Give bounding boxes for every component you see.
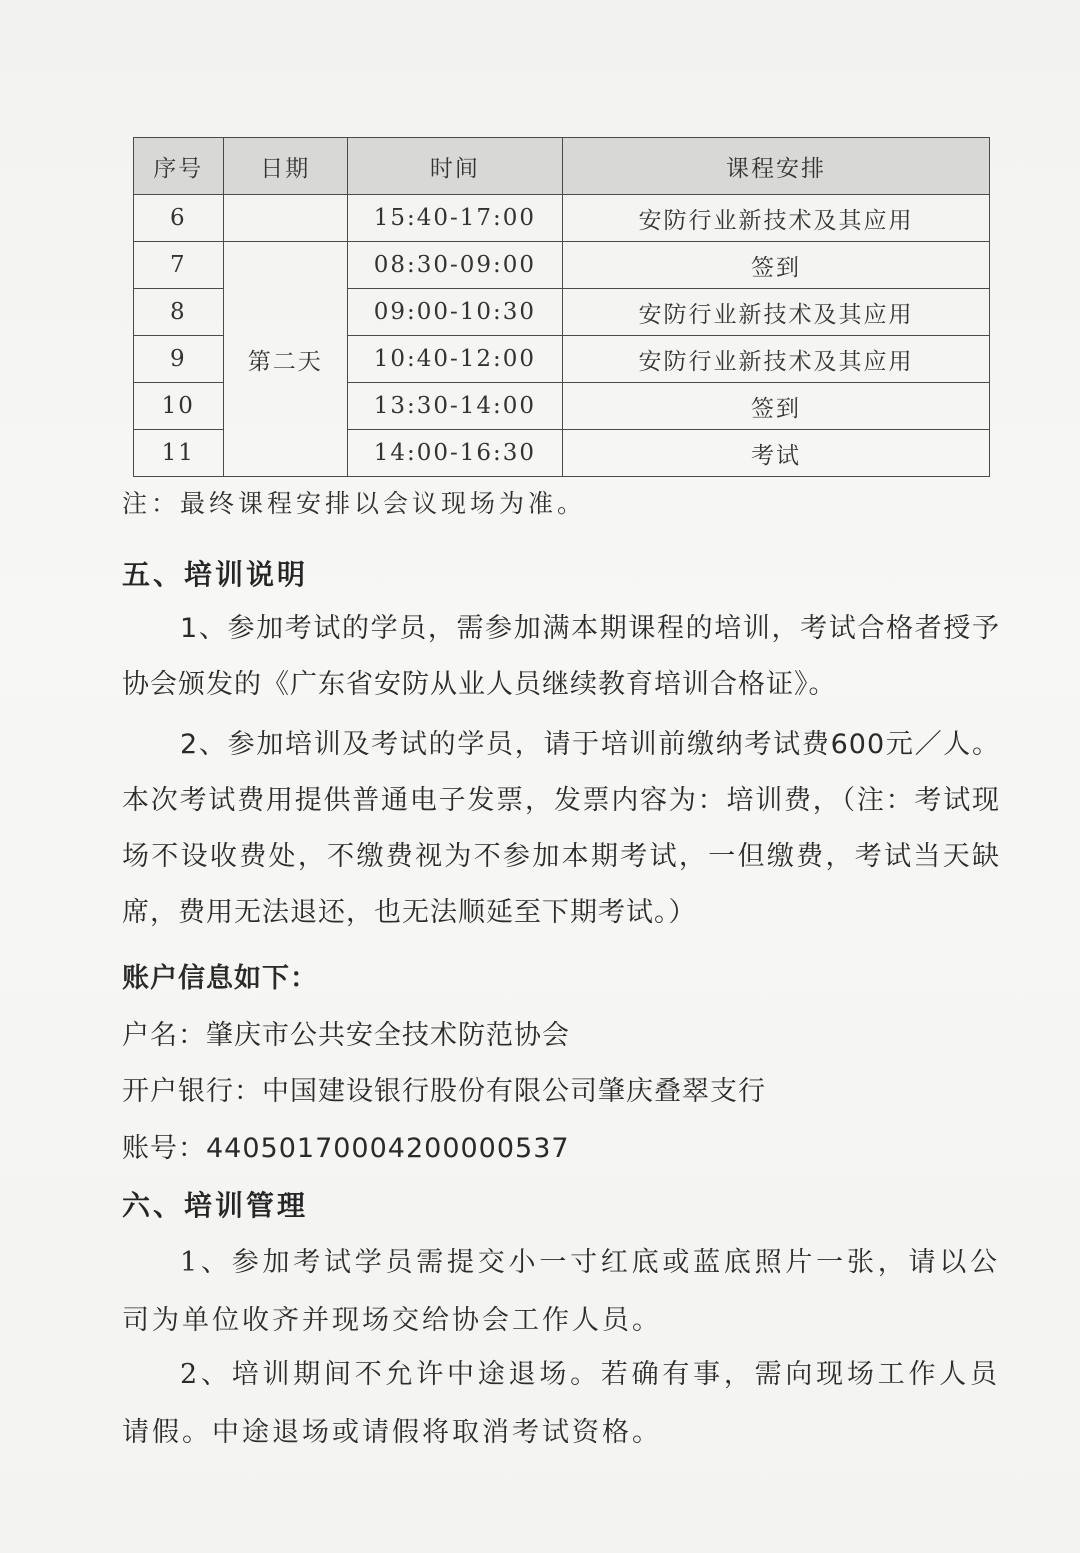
cell-time: 08:30-09:00 [347, 242, 562, 289]
account-number: 账号：44050170004200000537 [122, 1133, 570, 1164]
account-bank: 开户银行：中国建设银行股份有限公司肇庆叠翠支行 [122, 1076, 766, 1107]
cell-time: 09:00-10:30 [347, 289, 562, 336]
cell-time: 14:00-16:30 [347, 430, 562, 477]
cell-time: 10:40-12:00 [347, 336, 562, 383]
cell-no: 6 [134, 195, 224, 242]
account-name: 户名：肇庆市公共安全技术防范协会 [122, 1020, 570, 1051]
cell-time: 13:30-14:00 [347, 383, 562, 430]
section-5-paragraph-1: 1、参加考试的学员，需参加满本期课程的培训，考试合格者授予协会颁发的《广东省安防从业人员继续教育培训合格证》。 [122, 613, 1000, 700]
table-row [134, 242, 990, 289]
header-no: 序号 [134, 138, 224, 195]
cell-no: 9 [134, 336, 224, 383]
section-5-title: 五、培训说明 [122, 558, 309, 591]
section-6-paragraph-2: 2、培训期间不允许中途退场。若确有事，需向现场工作人员请假。中途退场或请假将取消考试资格。 [122, 1359, 1000, 1448]
header-time: 时间 [347, 138, 562, 195]
schedule-table [133, 137, 990, 477]
cell-date [223, 195, 347, 242]
header-course: 课程安排 [562, 138, 989, 195]
cell-no: 7 [134, 242, 224, 289]
header-date: 日期 [223, 138, 347, 195]
table-row [134, 195, 990, 242]
account-info-title: 账户信息如下： [122, 963, 318, 994]
cell-no: 11 [134, 430, 224, 477]
cell-course: 考试 [562, 430, 989, 477]
section-6-paragraph-1: 1、参加考试学员需提交小一寸红底或蓝底照片一张，请以公司为单位收齐并现场交给协会工作人员。 [122, 1247, 1000, 1336]
cell-course: 签到 [562, 383, 989, 430]
table-header-row [134, 138, 990, 195]
section-6-title: 六、培训管理 [122, 1189, 309, 1222]
cell-course: 安防行业新技术及其应用 [562, 289, 989, 336]
cell-time: 15:40-17:00 [347, 195, 562, 242]
cell-no: 10 [134, 383, 224, 430]
cell-course: 安防行业新技术及其应用 [562, 336, 989, 383]
cell-no: 8 [134, 289, 224, 336]
cell-course: 安防行业新技术及其应用 [562, 195, 989, 242]
cell-date-day2: 第二天 [223, 242, 347, 477]
cell-course: 签到 [562, 242, 989, 289]
section-5-paragraph-2: 2、参加培训及考试的学员，请于培训前缴纳考试费600元／人。本次考试费用提供普通电子发票，发票内容为：培训费，（注：考试现场不设收费处，不缴费视为不参加本期考试，一但缴费，考试当天缺席，费用无法退还，也无法顺延至下期考试。） [122, 729, 1000, 928]
schedule-note: 注：最终课程安排以会议现场为准。 [122, 489, 587, 518]
